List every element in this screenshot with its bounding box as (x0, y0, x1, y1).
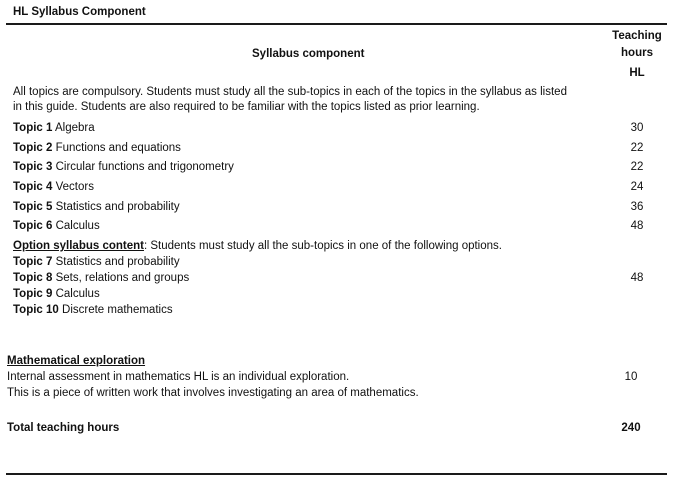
topic-hours: 22 (630, 142, 644, 154)
exploration-title: Mathematical exploration (7, 355, 146, 367)
topic-label: Topic 3 (13, 161, 53, 173)
option-topic-row (13, 303, 173, 318)
topic-row (13, 219, 100, 234)
topic-row (13, 180, 94, 195)
option-topic-row (13, 255, 180, 270)
topic-name: Discrete mathematics (58, 304, 173, 316)
topic-hours: 36 (630, 201, 644, 213)
option-hours: 48 (630, 272, 644, 284)
topic-name: Vectors (52, 181, 94, 193)
topic-name: Statistics and probability (52, 256, 180, 268)
hl-header: HL (629, 67, 645, 79)
topic-label: Topic 4 (13, 181, 53, 193)
teaching-header: Teaching (612, 30, 662, 42)
option-topic-row (13, 271, 189, 286)
topic-name: Functions and equations (52, 142, 181, 154)
topic-label: Topic 9 (13, 288, 53, 300)
topic-name: Calculus (52, 288, 100, 300)
intro-line-2: in this guide. Students are also required to be familiar with the topics listed as prior learning. (13, 101, 480, 113)
exploration-line-2: This is a piece of written work that involves investigating an area of mathematics. (7, 387, 419, 399)
topic-name: Calculus (52, 220, 100, 232)
bottom-rule (6, 473, 667, 475)
topic-name: Circular functions and trigonometry (52, 161, 234, 173)
top-rule (6, 23, 667, 25)
total-hours: 240 (621, 422, 641, 434)
topic-hours: 48 (630, 220, 644, 232)
topic-row (13, 141, 181, 156)
document-title: HL Syllabus Component (13, 6, 146, 18)
option-intro (13, 239, 502, 254)
topic-name: Algebra (52, 122, 95, 134)
syllabus-component-header: Syllabus component (252, 48, 365, 60)
topic-row (13, 160, 234, 175)
option-text: : Students must study all the sub-topics in one of the following options. (143, 240, 502, 252)
topic-label: Topic 1 (13, 122, 53, 134)
exploration-hours: 10 (624, 371, 638, 383)
topic-row (13, 121, 95, 136)
topic-hours: 30 (630, 122, 644, 134)
topic-hours: 22 (630, 161, 644, 173)
topic-label: Topic 6 (13, 220, 53, 232)
topic-label: Topic 10 (13, 304, 59, 316)
topic-name: Statistics and probability (52, 201, 180, 213)
total-label: Total teaching hours (7, 422, 120, 434)
option-topic-row (13, 287, 100, 302)
topic-label: Topic 8 (13, 272, 53, 284)
intro-line-1: All topics are compulsory. Students must study all the sub-topics in each of the topics in the syllabus as listed (13, 86, 567, 98)
topic-row (13, 200, 180, 215)
topic-label: Topic 5 (13, 201, 53, 213)
hours-header: hours (621, 47, 653, 59)
topic-hours: 24 (630, 181, 644, 193)
exploration-line-1: Internal assessment in mathematics HL is an individual exploration. (7, 371, 350, 383)
topic-label: Topic 2 (13, 142, 53, 154)
topic-label: Topic 7 (13, 256, 53, 268)
topic-name: Sets, relations and groups (52, 272, 190, 284)
option-label: Option syllabus content (13, 240, 144, 252)
